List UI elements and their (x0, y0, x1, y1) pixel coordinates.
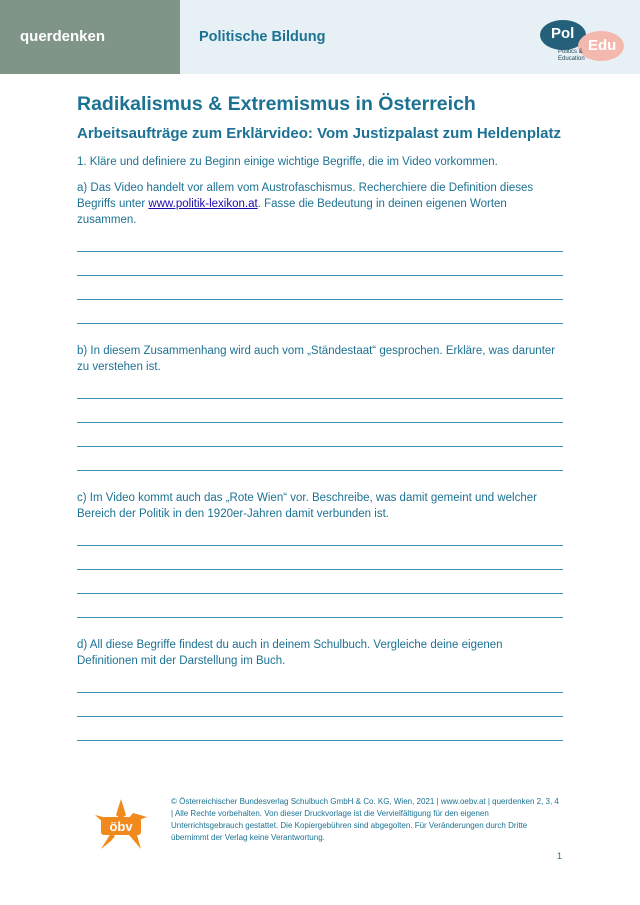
logo-tagline: Politics & Education (558, 49, 585, 62)
header-brand-panel (0, 0, 180, 74)
logo-word-edu: Edu (588, 37, 617, 54)
answer-lines-c[interactable] (77, 538, 563, 618)
question-d: d) All diese Begriffe findest du auch in deinem Schulbuch. Vergleiche deine eigenen Definitionen mit der Darstellung im Buch. (77, 639, 503, 667)
politik-lexikon-link[interactable]: www.politik-lexikon.at (148, 198, 258, 210)
question-a-after: . Fasse die Bedeutung in deinen eigenen Worten zusammen. (77, 198, 507, 226)
page-title: Radikalismus & Extremismus in Österreich (77, 93, 476, 115)
answer-line[interactable] (77, 252, 563, 276)
oebv-logo (93, 797, 149, 853)
question-a-before: a) Das Video handelt vor allem vom Austrofaschismus. Recherchiere die Definition dieses Begriffs unter (77, 182, 534, 210)
answer-line[interactable] (77, 685, 563, 693)
answer-line[interactable] (77, 570, 563, 594)
answer-line[interactable] (77, 693, 563, 717)
answer-line[interactable] (77, 717, 563, 741)
answer-line[interactable] (77, 423, 563, 447)
answer-line[interactable] (77, 399, 563, 423)
poledu-logo (538, 15, 628, 70)
answer-line[interactable] (77, 594, 563, 618)
worksheet-body (77, 93, 563, 741)
question-c: c) Im Video kommt auch das „Rote Wien“ vor. Beschreibe, was damit gemeint und welcher Bereich der Politik in den 1920er-Jahren damit verbunden ist. (77, 492, 537, 520)
question-a (77, 180, 563, 228)
answer-line[interactable] (77, 391, 563, 399)
brand-name: querdenken (20, 28, 106, 45)
answer-lines-a[interactable] (77, 244, 563, 324)
answer-lines-b[interactable] (77, 391, 563, 471)
page-subtitle: Arbeitsaufträge zum Erklärvideo: Vom Justizpalast zum Heldenplatz (77, 125, 561, 142)
subject-title: Politische Bildung (199, 29, 326, 45)
copyright-notice: © Österreichischer Bundesverlag Schulbuch GmbH & Co. KG, Wien, 2021 | www.oebv.at | querdenken 2, 3, 4 | Alle Rechte vorbehalten. Von dieser Druckvorlage ist die Vervielfältigung für den eigenen Unterrichtsgebrauch gestattet. Die Kopiergebühren sind abgegolten. Für Veränderungen durch Dritte übernimmt der Verlag keine Verantwortung. (171, 797, 559, 842)
oebv-logo-text: öbv (109, 819, 133, 834)
answer-line[interactable] (77, 447, 563, 471)
logo-word-pol: Pol (551, 25, 575, 42)
task-intro: 1. Kläre und definiere zu Beginn einige wichtige Begriffe, die im Video vorkommen. (77, 156, 498, 168)
question-b: b) In diesem Zusammenhang wird auch vom „Ständestaat“ gesprochen. Erkläre, was darunter zu verstehen ist. (77, 345, 556, 373)
page-number: 1 (557, 851, 563, 861)
answer-line[interactable] (77, 538, 563, 546)
answer-line[interactable] (77, 276, 563, 300)
answer-lines-d[interactable] (77, 685, 563, 741)
answer-line[interactable] (77, 244, 563, 252)
header-subject-panel (180, 0, 640, 74)
answer-line[interactable] (77, 546, 563, 570)
answer-line[interactable] (77, 300, 563, 324)
